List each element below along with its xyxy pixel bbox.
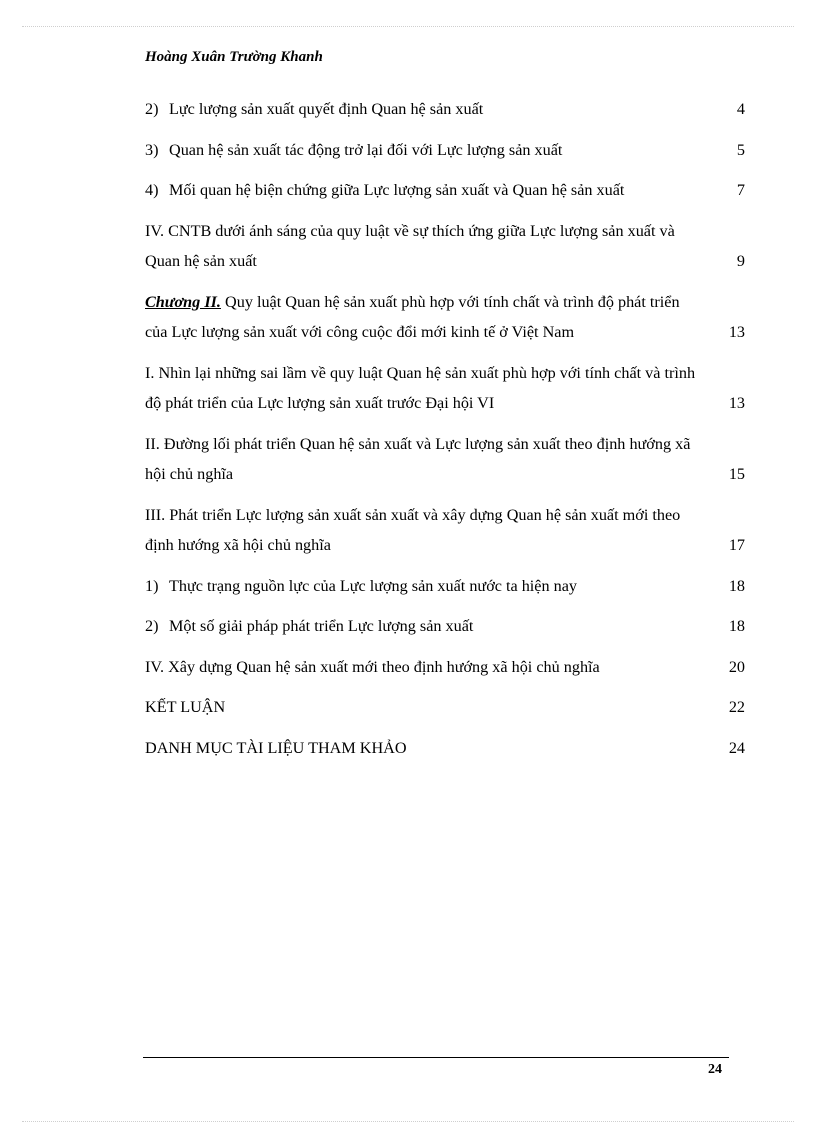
toc-entry-title: Một số giải pháp phát triển Lực lượng sản xuất xyxy=(169,617,474,635)
toc-entry-conclusion xyxy=(145,692,745,722)
toc-entry xyxy=(145,358,745,418)
toc-entry-page: 18 xyxy=(728,617,745,635)
toc-entry-page: 22 xyxy=(728,698,745,716)
toc-entry-page: 18 xyxy=(728,576,745,595)
toc-entry-title: Thực trạng nguồn lực của Lực lượng sản xuất nước ta hiện nay xyxy=(169,576,577,595)
toc-entry xyxy=(145,652,745,682)
toc-entry xyxy=(145,135,745,165)
toc-entry-text xyxy=(145,135,745,165)
toc-entry-text xyxy=(145,287,745,347)
toc-entry-number: 3) xyxy=(145,140,159,159)
toc-entry-title: DANH MỤC TÀI LIỆU THAM KHẢO xyxy=(145,738,407,757)
toc-entry-page: 20 xyxy=(728,657,745,676)
toc-entry xyxy=(145,429,745,489)
toc-entry-chapter xyxy=(145,287,745,347)
toc-entry-text xyxy=(145,611,745,641)
toc-entry-title: IV. Xây dựng Quan hệ sản xuất mới theo định hướng xã hội chủ nghĩa xyxy=(145,657,600,676)
toc-entry-number: 2) xyxy=(145,100,159,118)
toc-entry-page: 7 xyxy=(736,181,745,199)
toc-entry xyxy=(145,216,745,276)
toc-entry xyxy=(145,94,745,124)
toc-entry-title: Quy luật Quan hệ sản xuất phù hợp với tính chất và trình độ phát triển của Lực lượng sản xuất với công cuộc đổi mới kinh tế ở Việt Nam xyxy=(145,292,680,341)
toc-entry-title: II. Đường lối phát triển Quan hệ sản xuất và Lực lượng sản xuất theo định hướng xã hội chủ nghĩa xyxy=(145,434,691,483)
table-of-contents xyxy=(145,94,745,773)
toc-entry-text xyxy=(145,571,745,601)
toc-entry-title: IV. CNTB dưới ánh sáng của quy luật về sự thích ứng giữa Lực lượng sản xuất và Quan hệ sản xuất xyxy=(145,221,675,270)
page-border-top xyxy=(22,26,794,27)
page-border-bottom xyxy=(22,1121,794,1122)
toc-entry-page: 13 xyxy=(728,393,745,412)
toc-entry-title: Quan hệ sản xuất tác động trở lại đối với Lực lượng sản xuất xyxy=(169,140,563,159)
toc-entry-page: 24 xyxy=(728,738,745,757)
toc-entry-page: 13 xyxy=(728,322,745,341)
toc-entry xyxy=(145,571,745,601)
toc-entry-number: 1) xyxy=(145,576,159,595)
toc-entry-text xyxy=(145,94,745,124)
toc-entry-text xyxy=(145,175,745,205)
footer-page-number: 24 xyxy=(708,1062,722,1077)
toc-entry-number: 4) xyxy=(145,181,159,199)
footer-rule xyxy=(143,1057,729,1058)
toc-entry-page: 5 xyxy=(736,140,745,159)
toc-entry-number: 2) xyxy=(145,617,159,635)
toc-entry-page: 15 xyxy=(728,464,745,483)
chapter-label: Chương II. xyxy=(145,292,221,311)
toc-entry-references xyxy=(145,733,745,763)
toc-entry-page: 4 xyxy=(736,100,745,118)
toc-entry-title: Mối quan hệ biện chứng giữa Lực lượng sản xuất và Quan hệ sản xuất xyxy=(169,181,625,199)
toc-entry xyxy=(145,611,745,641)
toc-entry-title: III. Phát triển Lực lượng sản xuất sản xuất và xây dựng Quan hệ sản xuất mới theo định hướng xã hội chủ nghĩa xyxy=(145,505,681,554)
toc-entry-page: 9 xyxy=(736,251,745,270)
toc-entry-title: I. Nhìn lại những sai lầm về quy luật Quan hệ sản xuất phù hợp với tính chất và trình độ phát triển của Lực lượng sản xuất trước Đại hội VI xyxy=(145,363,696,412)
running-header: Hoàng Xuân Trường Khanh xyxy=(145,49,323,65)
toc-entry-title: Lực lượng sản xuất quyết định Quan hệ sản xuất xyxy=(169,100,484,118)
toc-entry xyxy=(145,175,745,205)
toc-entry-page: 17 xyxy=(728,535,745,554)
toc-entry xyxy=(145,500,745,560)
toc-entry-title: KẾT LUẬN xyxy=(145,698,226,716)
